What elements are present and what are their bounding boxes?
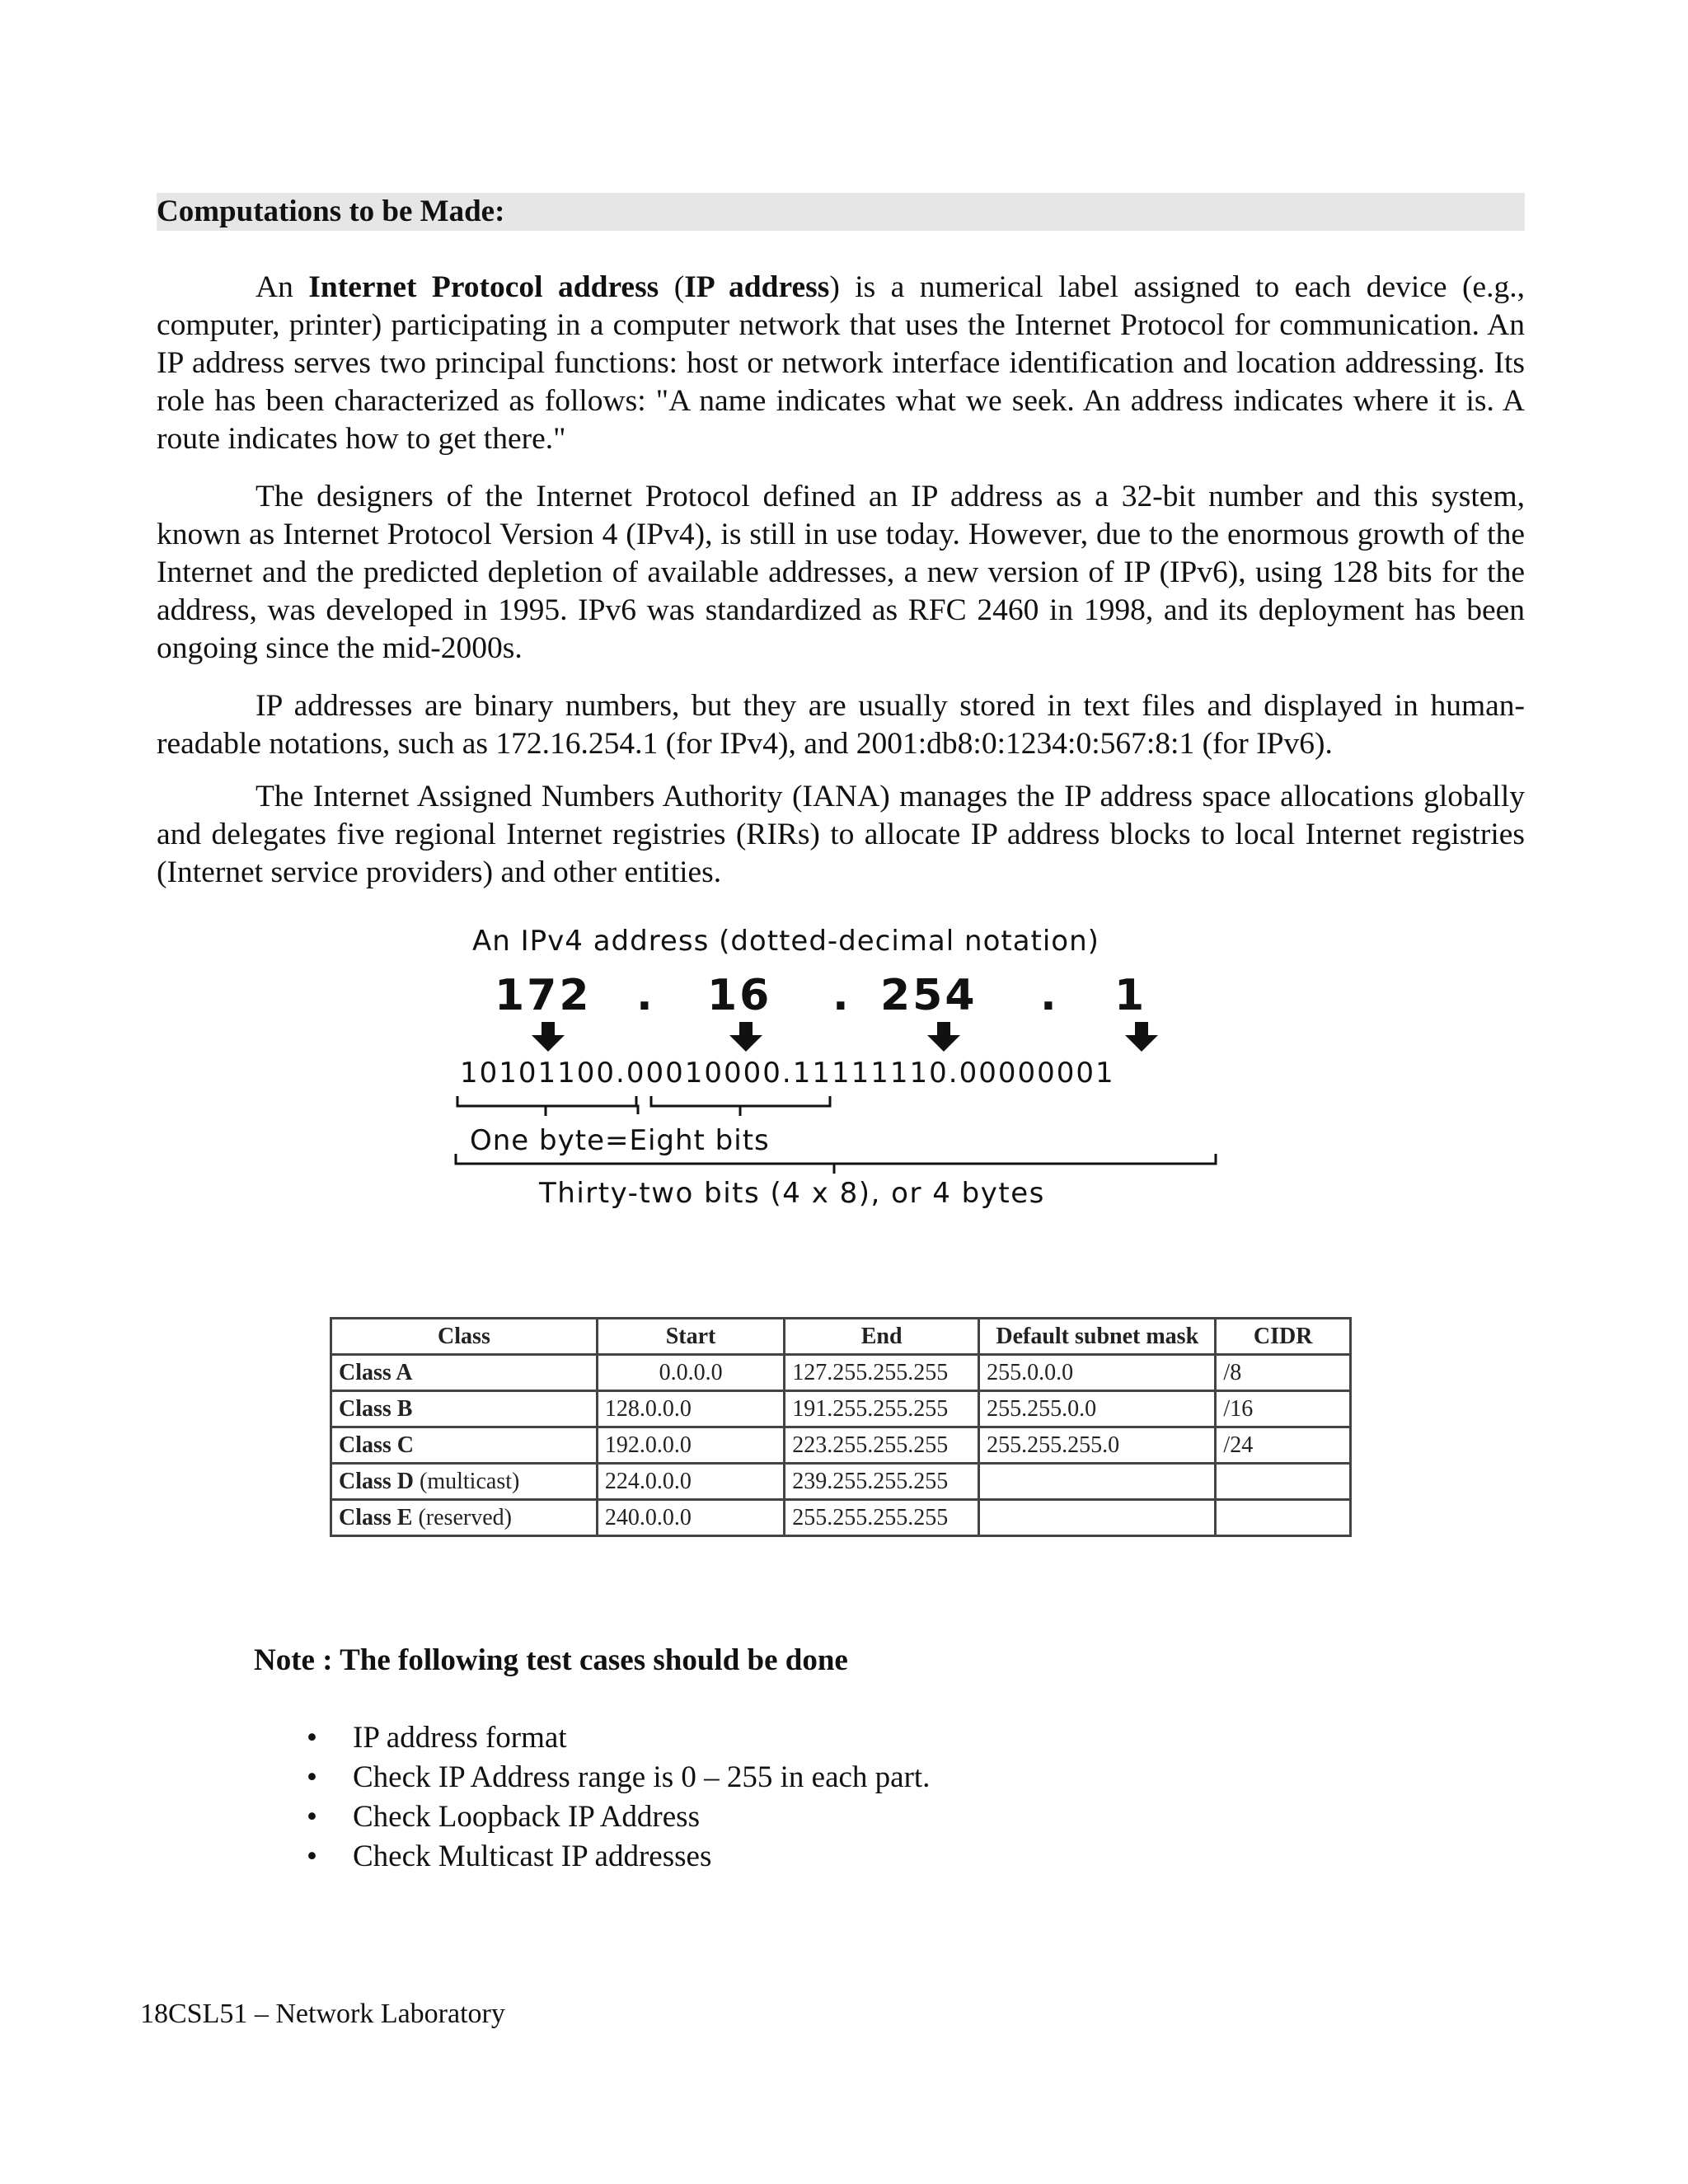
- bits-label: Thirty-two bits (4 x 8), or 4 bytes: [539, 1177, 1045, 1210]
- note-heading: Note : The following test cases should be done: [254, 1643, 848, 1677]
- cell-cidr: [1216, 1500, 1351, 1536]
- cell-mask: 255.255.0.0: [979, 1391, 1216, 1427]
- p1-bold-term: Internet Protocol address: [308, 270, 659, 304]
- cell-mask: [979, 1464, 1216, 1500]
- cell-class: [331, 1355, 598, 1391]
- cell-end: 223.255.255.255: [785, 1427, 979, 1464]
- cell-end: 127.255.255.255: [785, 1355, 979, 1391]
- cell-class: [331, 1500, 598, 1536]
- cell-mask: 255.0.0.0: [979, 1355, 1216, 1391]
- list-item-text: IP address format: [353, 1721, 567, 1755]
- list-item: [303, 1758, 930, 1797]
- list-item: [303, 1837, 930, 1877]
- down-arrow-icon: [1125, 1022, 1158, 1052]
- p1-text-rest: ) is a numerical label assigned to each device (e.g., computer, printer) participating in a computer network that uses the Internet Protocol for communication. An IP address serves two principal functions: host or network interface identification and location addressing. Its role has been characterized as follows: "A name indicates what we seek. An address indicates where it is. A route indicates how to get there.": [157, 270, 1525, 456]
- list-item-text: Check Loopback IP Address: [353, 1800, 700, 1834]
- ip-class-table: [330, 1317, 1352, 1537]
- p1-text-mid: (: [659, 270, 685, 304]
- cell-start: 0.0.0.0: [597, 1355, 784, 1391]
- p1-bold-abbr: IP address: [684, 270, 830, 304]
- cell-start: 224.0.0.0: [597, 1464, 784, 1500]
- class-name: Class B: [339, 1395, 413, 1422]
- list-item-text: Check IP Address range is 0 – 255 in each part.: [353, 1760, 931, 1794]
- address-brace-icon: [453, 1152, 1220, 1177]
- table-row: [331, 1355, 1351, 1391]
- header-end: End: [785, 1319, 979, 1355]
- cell-class: [331, 1391, 598, 1427]
- paragraph-ipv4-ipv6: The designers of the Internet Protocol defined an IP address as a 32-bit number and this system, known as Internet Protocol Version 4 (IPv4), is still in use today. However, due to the enormous growth of the Internet and the predicted depletion of available addresses, a new version of IP (IPv6), using 128 bits for the address, was developed in 1995. IPv6 was standardized as RFC 2460 in 1998, and its deployment has been ongoing since the mid-2000s.: [157, 480, 1525, 665]
- paragraph-ip-definition: [157, 269, 1525, 458]
- header-cidr: CIDR: [1216, 1319, 1351, 1355]
- header-class: Class: [331, 1319, 598, 1355]
- binary-address: 10101100.00010000.11111110.00000001: [460, 1057, 1115, 1090]
- bullet-icon: •: [307, 1800, 317, 1834]
- page-footer: 18CSL51 – Network Laboratory: [140, 1999, 505, 2029]
- figure-title: An IPv4 address (dotted-decimal notation): [472, 925, 1100, 958]
- bullet-icon: •: [307, 1840, 317, 1873]
- bullet-icon: •: [307, 1721, 317, 1755]
- list-item: [303, 1718, 930, 1758]
- down-arrow-icon: [532, 1022, 565, 1052]
- octet-4: 1: [1114, 971, 1147, 1020]
- byte-brace-icon: [455, 1094, 842, 1119]
- header-subnet-mask: Default subnet mask: [979, 1319, 1216, 1355]
- list-item-text: Check Multicast IP addresses: [353, 1840, 712, 1873]
- cell-mask: [979, 1500, 1216, 1536]
- class-name: Class C: [339, 1432, 415, 1458]
- octet-1: 172: [495, 971, 592, 1020]
- down-arrow-icon: [729, 1022, 762, 1052]
- table-header-row: [331, 1319, 1351, 1355]
- octet-dot-1: .: [636, 971, 653, 1020]
- cell-end: 191.255.255.255: [785, 1391, 979, 1427]
- class-name: Class D: [339, 1468, 415, 1494]
- cell-cidr: /8: [1216, 1355, 1351, 1391]
- cell-class: [331, 1427, 598, 1464]
- down-arrow-icon: [927, 1022, 960, 1052]
- cell-cidr: /16: [1216, 1391, 1351, 1427]
- cell-start: 240.0.0.0: [597, 1500, 784, 1536]
- class-suffix: (multicast): [414, 1468, 520, 1494]
- cell-start: 192.0.0.0: [597, 1427, 784, 1464]
- table-row: [331, 1391, 1351, 1427]
- paragraph-iana: The Internet Assigned Numbers Authority (IANA) manages the IP address space allocations globally and delegates five regional Internet registries (RIRs) to allocate IP address blocks to local Internet registries (Internet service providers) and other entities.: [157, 780, 1525, 889]
- table-row: [331, 1500, 1351, 1536]
- cell-end: 239.255.255.255: [785, 1464, 979, 1500]
- header-start: Start: [597, 1319, 784, 1355]
- octet-dot-2: .: [832, 971, 849, 1020]
- cell-cidr: [1216, 1464, 1351, 1500]
- cell-class: [331, 1464, 598, 1500]
- test-case-list: [303, 1718, 930, 1877]
- octet-2: 16: [707, 971, 772, 1020]
- class-name: Class A: [339, 1359, 413, 1385]
- octet-3: 254: [880, 971, 978, 1020]
- octet-dot-3: .: [1040, 971, 1057, 1020]
- list-item: [303, 1797, 930, 1837]
- p1-text-pre: An: [256, 270, 309, 304]
- byte-label: One byte=Eight bits: [470, 1124, 770, 1157]
- class-suffix: (reserved): [412, 1504, 512, 1530]
- bullet-icon: •: [307, 1760, 317, 1794]
- paragraph-notation: IP addresses are binary numbers, but they are usually stored in text files and displayed in human-readable notations, such as 172.16.254.1 (for IPv4), and 2001:db8:0:1234:0:567:8:1 (for IPv6).: [157, 689, 1525, 761]
- table-row: [331, 1427, 1351, 1464]
- class-name: Class E: [339, 1504, 413, 1530]
- cell-start: 128.0.0.0: [597, 1391, 784, 1427]
- cell-mask: 255.255.255.0: [979, 1427, 1216, 1464]
- table-row: [331, 1464, 1351, 1500]
- section-heading: Computations to be Made:: [157, 193, 1525, 231]
- cell-end: 255.255.255.255: [785, 1500, 979, 1536]
- cell-cidr: /24: [1216, 1427, 1351, 1464]
